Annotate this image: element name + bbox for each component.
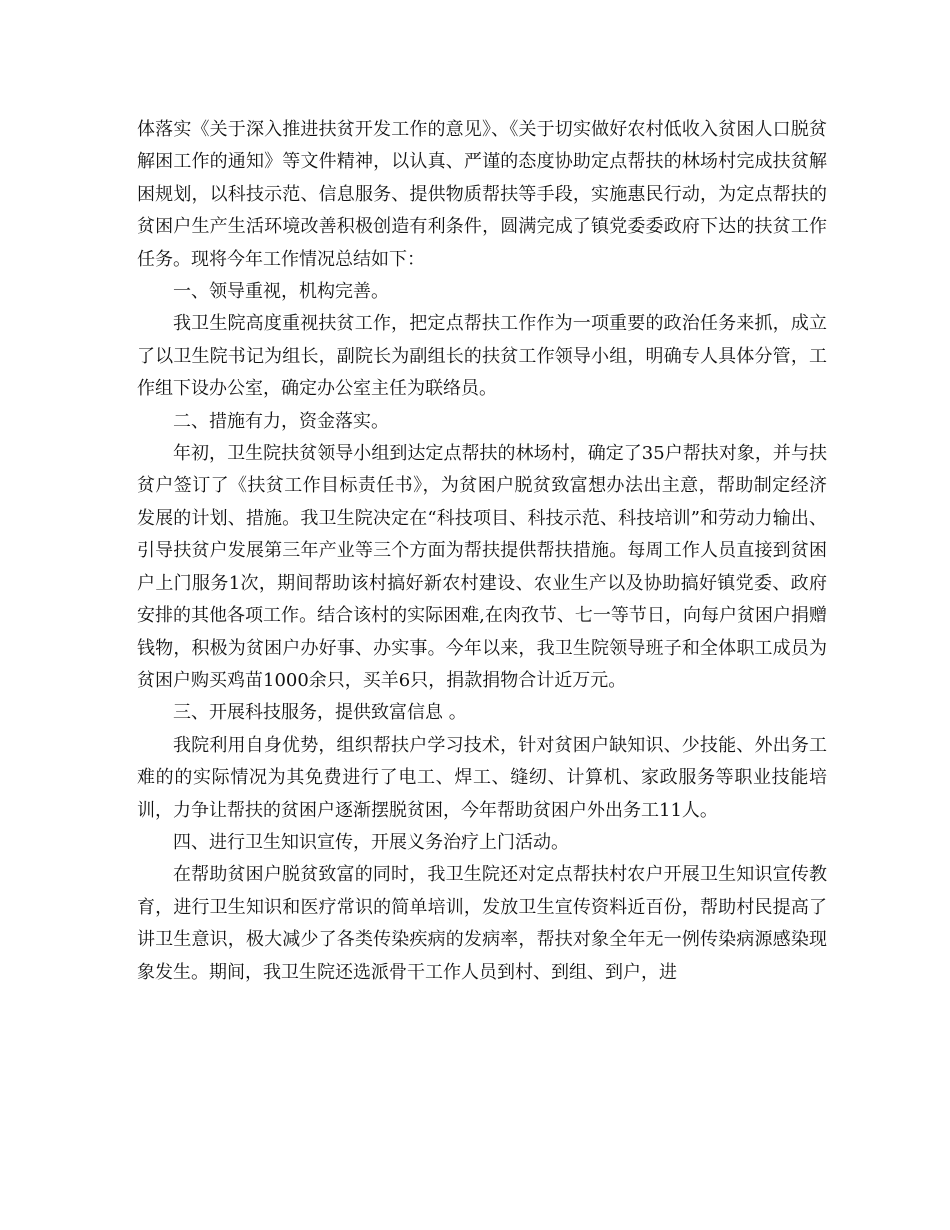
- paragraph-section-4: 在帮助贫困户脱贫致富的同时，我卫生院还对定点帮扶村农户开展卫生知识宣传教育，进行卫生知识和医疗常识的简单培训，发放卫生宣传资料近百份，帮助村民提高了讲卫生意识，极大减少了各类传染疾病的发病率，帮扶对象全年无一例传染病源感染现象发生。期间，我卫生院还选派骨干工作人员到村、到组、到户，进: [137, 864, 827, 983]
- paragraph-section-1: 我卫生院高度重视扶贫工作，把定点帮扶工作作为一项重要的政治任务来抓，成立了以卫生院书记为组长，副院长为副组长的扶贫工作领导小组，明确专人具体分管，工作组下设办公室，确定办公室主任为联络员。: [137, 313, 827, 400]
- section-heading-1: 一、领导重视，机构完善。: [173, 281, 389, 303]
- paragraph-intro: 体落实《关于深入推进扶贫开发工作的意见》、《关于切实做好农村低收入贫困人口脱贫解困工作的通知》等文件精神，以认真、严谨的态度协助定点帮扶的林场村完成扶贫解困规划，以科技示范、信息服务、提供物质帮扶等手段，实施惠民行动，为定点帮扶的贫困户生产生活环境改善积极创造有利条件，圆满完成了镇党委委政府下达的扶贫工作任务。现将今年工作情况总结如下：: [137, 119, 827, 270]
- paragraph-section-2: 年初，卫生院扶贫领导小组到达定点帮扶的林场村，确定了35户帮扶对象，并与扶贫户签订了《扶贫工作目标责任书》，为贫困户脱贫致富想办法出主意，帮助制定经济发展的计划、措施。我卫生院决定在“科技项目、科技示范、科技培训”和劳动力输出、引导扶贫户发展第三年产业等三个方面为帮扶提供帮扶措施。每周工作人员直接到贫困户上门服务1次，期间帮助该村搞好新农村建设、农业生产以及协助搞好镇党委、政府安排的其他各项工作。结合该村的实际困难,在肉孜节、七一等节日，向每户贫困户捐赠钱物，积极为贫困户办好事、办实事。今年以来，我卫生院领导班子和全体职工成员为贫困户购买鸡苗1000余只，买羊6只，捐款捐物合计近万元。: [137, 443, 827, 691]
- section-heading-4: 四、进行卫生知识宣传，开展义务治疗上门活动。: [173, 831, 569, 853]
- document-page: [137, 114, 827, 989]
- section-heading-2: 二、措施有力，资金落实。: [173, 410, 389, 432]
- section-heading-3: 三、开展科技服务，提供致富信息 。: [173, 702, 467, 724]
- paragraph-section-3: 我院利用自身优势，组织帮扶户学习技术，针对贫困户缺知识、少技能、外出务工难的的实际情况为其免费进行了电工、焊工、缝纫、计算机、家政服务等职业技能培训，力争让帮扶的贫困户逐渐摆脱贫困，今年帮助贫困户外出务工11人。: [137, 734, 827, 821]
